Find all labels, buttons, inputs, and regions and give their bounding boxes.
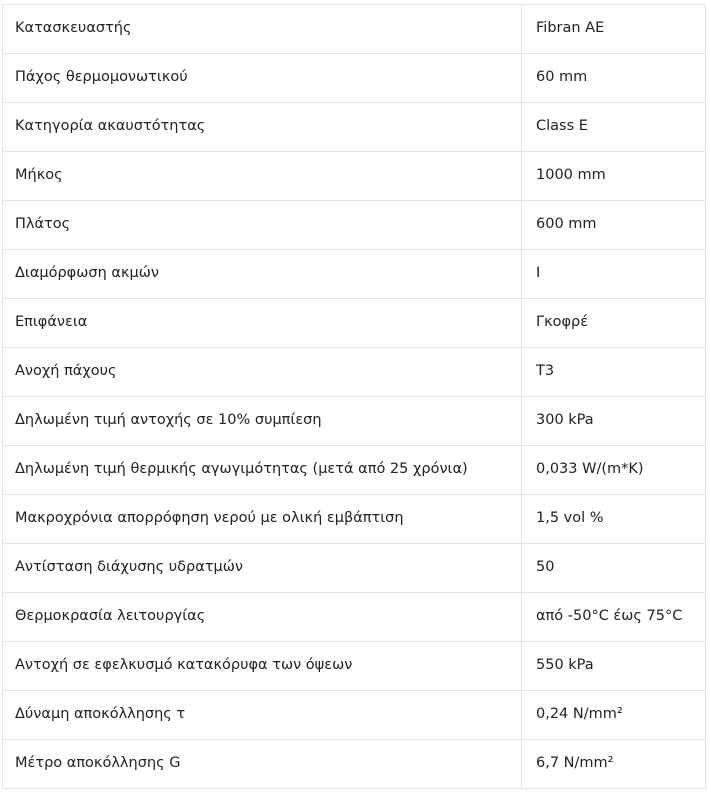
row-label-width: Πλάτος [3, 201, 522, 250]
row-value-shear-modulus: 6,7 N/mm² [522, 740, 706, 789]
row-label-water-absorption: Μακροχρόνια απορρόφηση νερού με ολική εμβάπτιση [3, 495, 522, 544]
table-row [3, 103, 706, 152]
row-value-thickness: 60 mm [522, 54, 706, 103]
row-value-compressive-strength: 300 kPa [522, 397, 706, 446]
row-label-fire-class: Κατηγορία ακαυστότητας [3, 103, 522, 152]
row-label-manufacturer: Κατασκευαστής [3, 5, 522, 54]
table-row [3, 348, 706, 397]
table-row [3, 5, 706, 54]
row-label-edge-profile: Διαμόρφωση ακμών [3, 250, 522, 299]
table-row [3, 495, 706, 544]
row-label-thickness-tolerance: Ανοχή πάχους [3, 348, 522, 397]
row-value-thermal-conductivity: 0,033 W/(m*K) [522, 446, 706, 495]
table-row [3, 544, 706, 593]
row-label-operating-temperature: Θερμοκρασία λειτουργίας [3, 593, 522, 642]
row-value-fire-class: Class E [522, 103, 706, 152]
specifications-table [2, 4, 706, 789]
table-row [3, 642, 706, 691]
table-row [3, 250, 706, 299]
row-label-compressive-strength: Δηλωμένη τιμή αντοχής σε 10% συμπίεση [3, 397, 522, 446]
row-value-manufacturer: Fibran AE [522, 5, 706, 54]
row-label-length: Μήκος [3, 152, 522, 201]
row-value-vapour-resistance: 50 [522, 544, 706, 593]
table-row [3, 593, 706, 642]
row-label-vapour-resistance: Αντίσταση διάχυσης υδρατμών [3, 544, 522, 593]
row-value-operating-temperature: από -50°C έως 75°C [522, 593, 706, 642]
row-value-shear-strength: 0,24 N/mm² [522, 691, 706, 740]
row-label-surface: Επιφάνεια [3, 299, 522, 348]
row-value-width: 600 mm [522, 201, 706, 250]
row-value-length: 1000 mm [522, 152, 706, 201]
table-row [3, 397, 706, 446]
table-row [3, 691, 706, 740]
table-row [3, 299, 706, 348]
table-row [3, 152, 706, 201]
row-value-water-absorption: 1,5 vol % [522, 495, 706, 544]
table-row [3, 446, 706, 495]
table-row [3, 740, 706, 789]
table-row [3, 201, 706, 250]
row-value-surface: Γκοφρέ [522, 299, 706, 348]
row-label-tensile-strength: Αντοχή σε εφελκυσμό κατακόρυφα των όψεων [3, 642, 522, 691]
row-value-edge-profile: I [522, 250, 706, 299]
row-value-tensile-strength: 550 kPa [522, 642, 706, 691]
row-label-shear-modulus: Μέτρο αποκόλλησης G [3, 740, 522, 789]
row-label-thermal-conductivity: Δηλωμένη τιμή θερμικής αγωγιμότητας (μετά από 25 χρόνια) [3, 446, 522, 495]
table-row [3, 54, 706, 103]
row-label-shear-strength: Δύναμη αποκόλλησης τ [3, 691, 522, 740]
row-label-thickness: Πάχος θερμομονωτικού [3, 54, 522, 103]
row-value-thickness-tolerance: T3 [522, 348, 706, 397]
